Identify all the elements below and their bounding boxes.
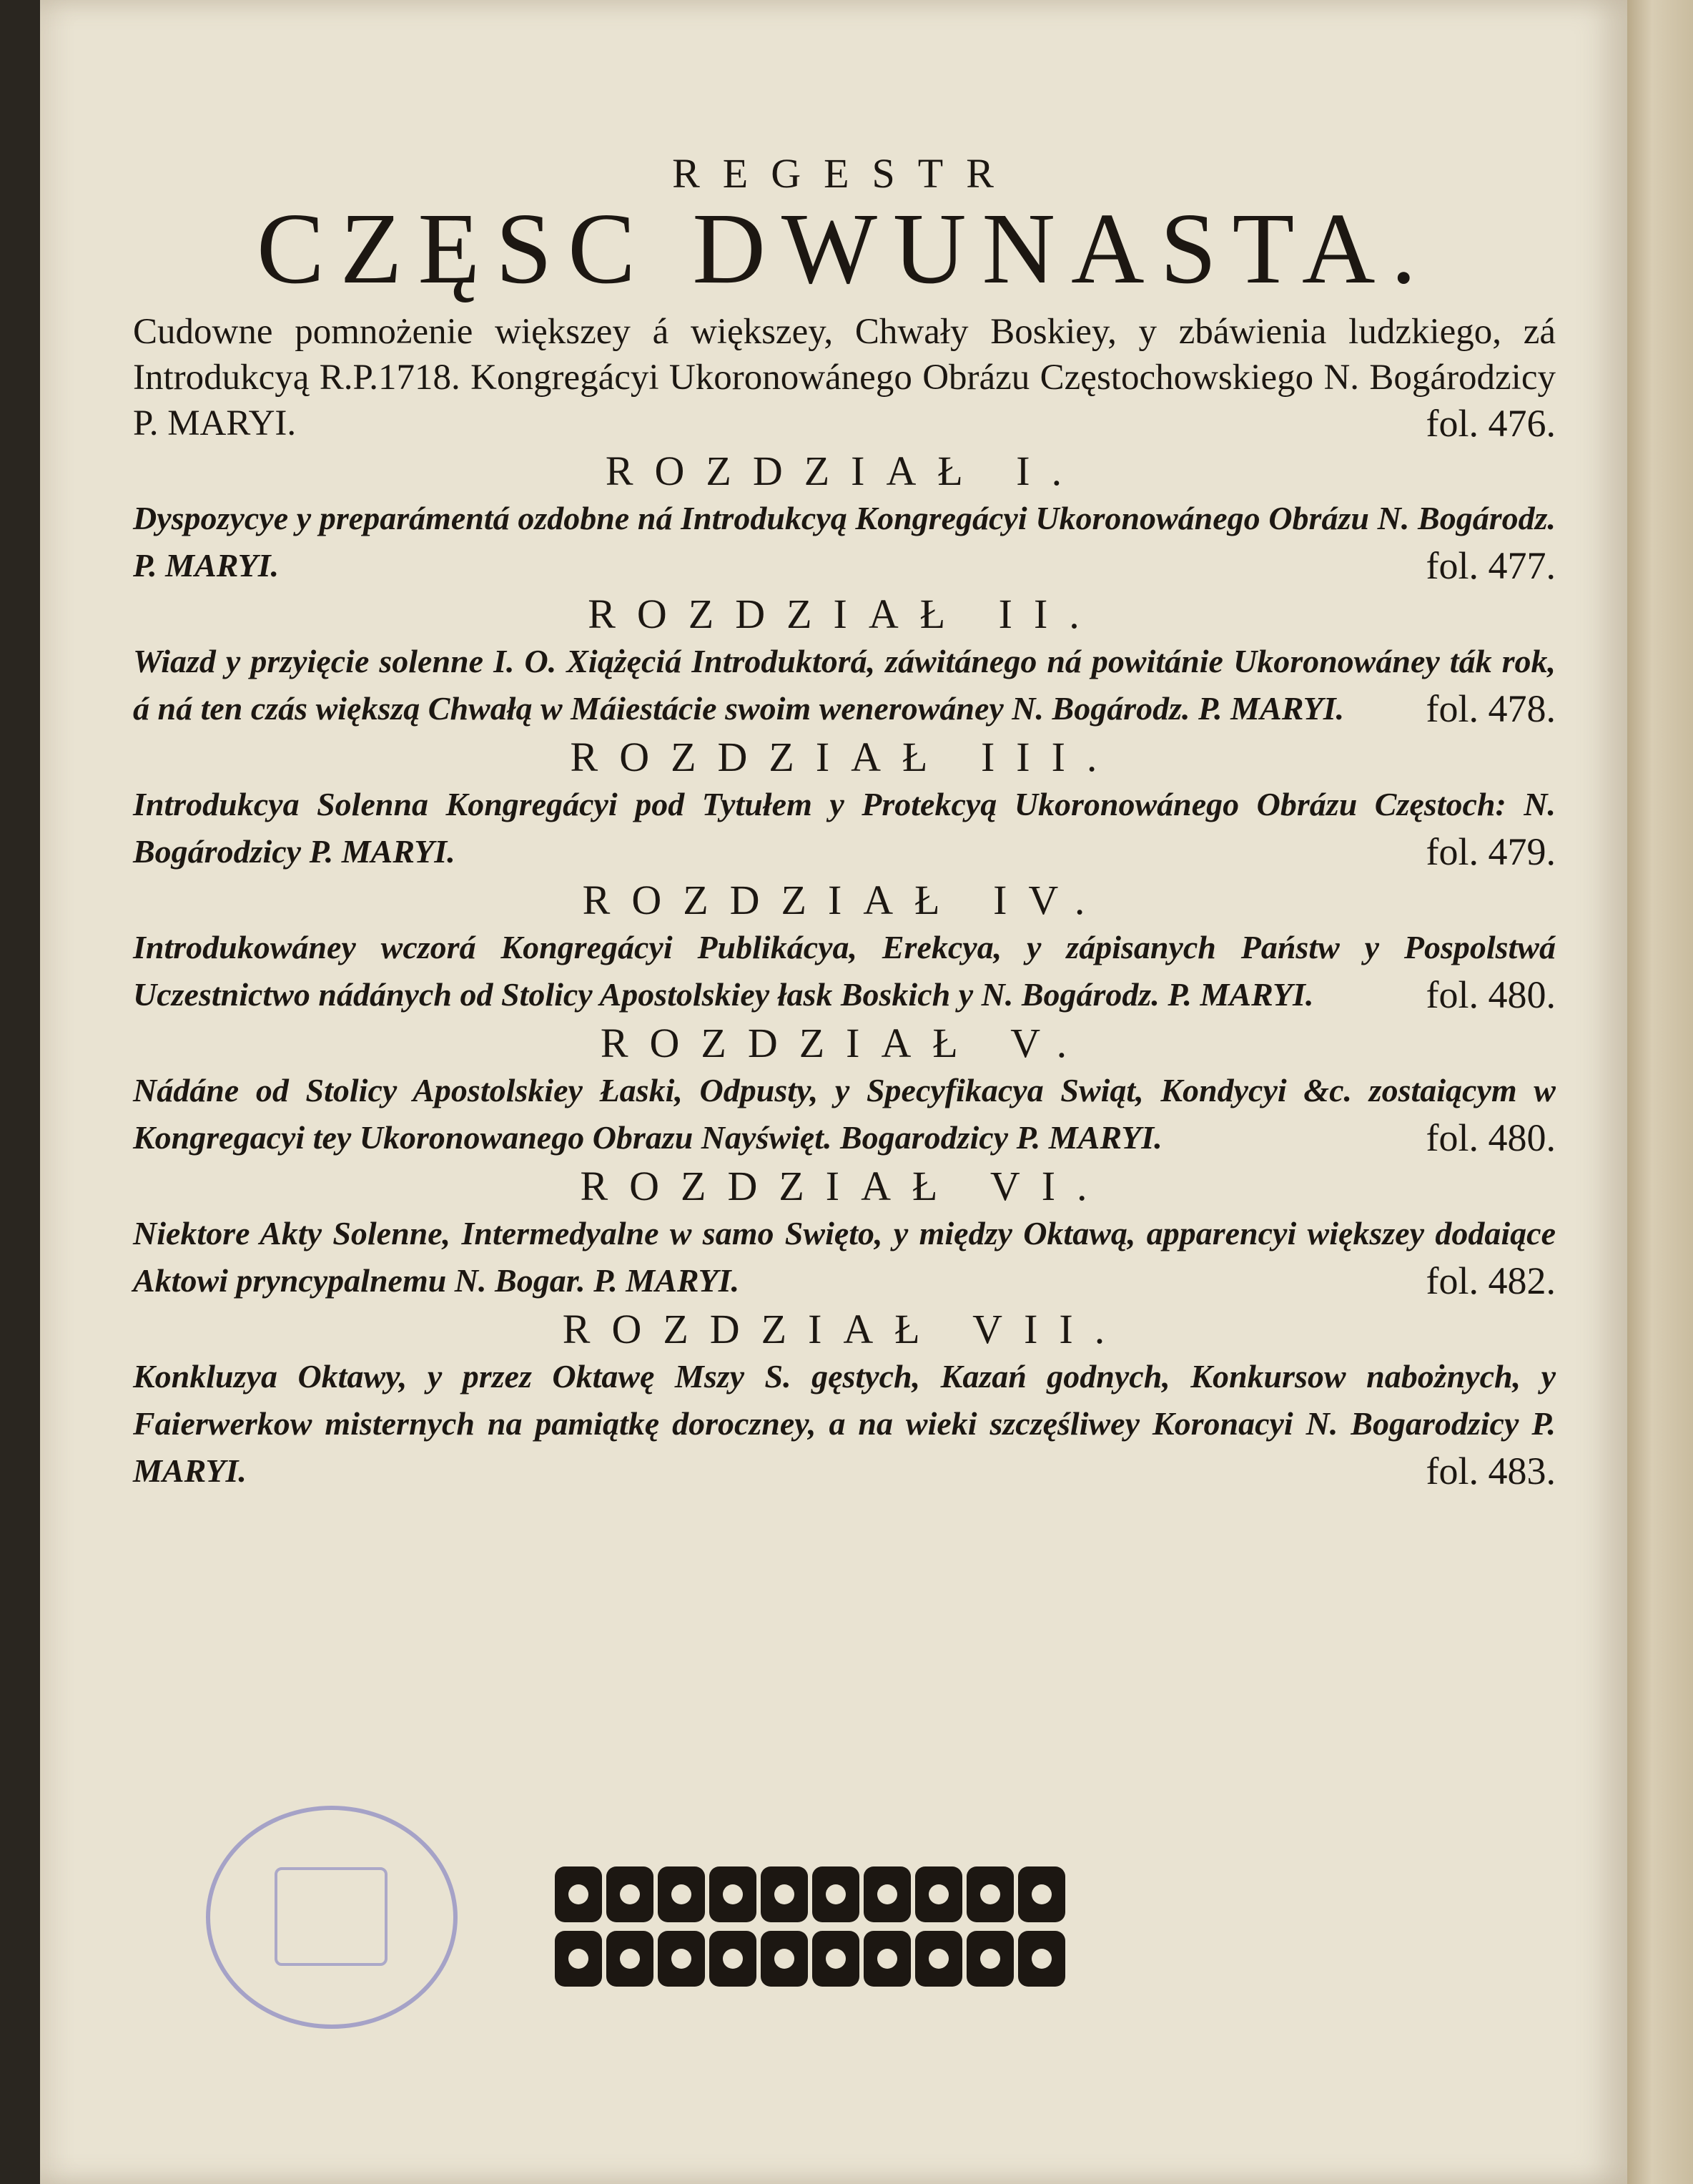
chapter-description: [133, 1353, 1556, 1495]
ornament-icon: [709, 1931, 756, 1987]
chapter-text: Konkluzya Oktawy, y przez Oktawę Mszy S. gęstych, Kazań godnych, Konkursow nabożnych, y Faierwerkow misternych na pamiątkę doroczney, a na wieki szczęśliwey Koronacyi N. Bogarodzicy P. MARYI.: [133, 1358, 1556, 1489]
chapter-folio: fol. 477.: [1426, 544, 1556, 587]
ornament-icon: [1018, 1866, 1065, 1922]
ornament-icon: [864, 1866, 911, 1922]
chapter-4: [133, 877, 1556, 1018]
chapter-heading: ROZDZIAŁ V.: [600, 1020, 1089, 1066]
chapter-description: [133, 638, 1556, 732]
ornament-icon: [864, 1931, 911, 1987]
chapter-folio: fol. 480.: [1426, 973, 1556, 1016]
ornament-icon: [658, 1931, 705, 1987]
ornament-icon: [761, 1931, 808, 1987]
library-stamp: [206, 1806, 458, 2029]
chapter-text: Introdukcya Solenna Kongregácyi pod Tytułem y Protekcyą Ukoronowánego Obrázu Częstoch: N. Bogárodzicy P. MARYI.: [133, 786, 1556, 870]
chapter-5: [133, 1020, 1556, 1161]
chapter-heading: ROZDZIAŁ III.: [570, 734, 1119, 780]
chapter-description: [133, 924, 1556, 1018]
chapter-description: [133, 495, 1556, 589]
page-title: CZĘSC DWUNASTA.: [257, 192, 1432, 305]
intro-folio: fol. 476.: [1426, 402, 1556, 445]
ornament-icon: [761, 1866, 808, 1922]
chapter-7: [133, 1306, 1556, 1495]
ornament-icon: [709, 1866, 756, 1922]
ornament-icon: [606, 1931, 653, 1987]
ornament-icon: [915, 1931, 962, 1987]
ornament-icon: [812, 1866, 859, 1922]
stamp-inner-frame: [275, 1867, 388, 1966]
chapter-folio: fol. 482.: [1426, 1259, 1556, 1302]
ornament-row-bottom: [555, 1931, 1065, 1987]
chapter-2: [133, 591, 1556, 732]
chapter-text: Dyspozycye y preparámentá ozdobne ná Introdukcyą Kongregácyi Ukoronowánego Obrázu N. Bogárodz. P. MARYI.: [133, 500, 1556, 584]
chapter-folio: fol. 478.: [1426, 687, 1556, 730]
ornament-icon: [606, 1866, 653, 1922]
ornament-icon: [967, 1931, 1014, 1987]
chapter-text: Wiazd y przyięcie solenne I. O. Xiążęciá Introduktorá, záwitánego ná powitánie Ukoronowáney ták rok, á ná ten czás większą Chwałą w Máiestácie swoim wenerowáney N. Bogárodz. P. MARYI.: [133, 643, 1556, 727]
chapter-heading: ROZDZIAŁ VI.: [580, 1163, 1109, 1209]
chapter-description: [133, 1210, 1556, 1304]
ornament-icon: [967, 1866, 1014, 1922]
book-page: [40, 0, 1627, 2184]
ornament-icon: [658, 1866, 705, 1922]
chapter-heading: ROZDZIAŁ I.: [605, 448, 1084, 494]
chapter-folio: fol. 479.: [1426, 830, 1556, 873]
ornament-icon: [555, 1866, 602, 1922]
chapter-1: [133, 448, 1556, 589]
ornament-icon: [915, 1866, 962, 1922]
page-content: [133, 150, 1556, 1495]
chapter-text: Nádáne od Stolicy Apostolskiey Łaski, Odpusty, y Specyfikacya Swiąt, Kondycyi &c. zostaiącym w Kongregacyi tey Ukoronowanego Obrazu Nayświęt. Bogarodzicy P. MARYI.: [133, 1072, 1556, 1156]
ornament-icon: [1018, 1931, 1065, 1987]
chapter-description: [133, 781, 1556, 875]
regestr-heading: REGESTR: [672, 150, 1017, 197]
chapter-heading: ROZDZIAŁ II.: [588, 591, 1101, 637]
chapter-description: [133, 1067, 1556, 1161]
chapter-folio: fol. 480.: [1426, 1116, 1556, 1159]
chapter-heading: ROZDZIAŁ IV.: [582, 877, 1107, 923]
intro-paragraph: [133, 309, 1556, 446]
ornament-row-top: [555, 1866, 1065, 1922]
chapter-heading: ROZDZIAŁ VII.: [562, 1306, 1127, 1352]
ornament-icon: [555, 1931, 602, 1987]
chapter-6: [133, 1163, 1556, 1304]
chapter-3: [133, 734, 1556, 875]
ornament-icon: [812, 1931, 859, 1987]
intro-text: Cudowne pomnożenie większey á większey, Chwały Boskiey, y zbáwienia ludzkiego, zá Introdukcyą R.P.1718. Kongregácyi Ukoronowánego Obrázu Częstochowskiego N. Bogárodzicy P. MARYI.: [133, 312, 1556, 443]
chapter-text: Introdukowáney wczorá Kongregácyi Publikácya, Erekcya, y zápisanych Państw y Pospolstwá Uczestnictwo nádánych od Stolicy Apostolskiey łask Boskich y N. Bogárodz. P. MARYI.: [133, 929, 1556, 1013]
chapter-folio: fol. 483.: [1426, 1450, 1556, 1492]
chapter-text: Niektore Akty Solenne, Intermedyalne w samo Swięto, y między Oktawą, apparencyi większey dodaiące Aktowi pryncypalnemu N. Bogar. P. MARYI.: [133, 1215, 1556, 1299]
